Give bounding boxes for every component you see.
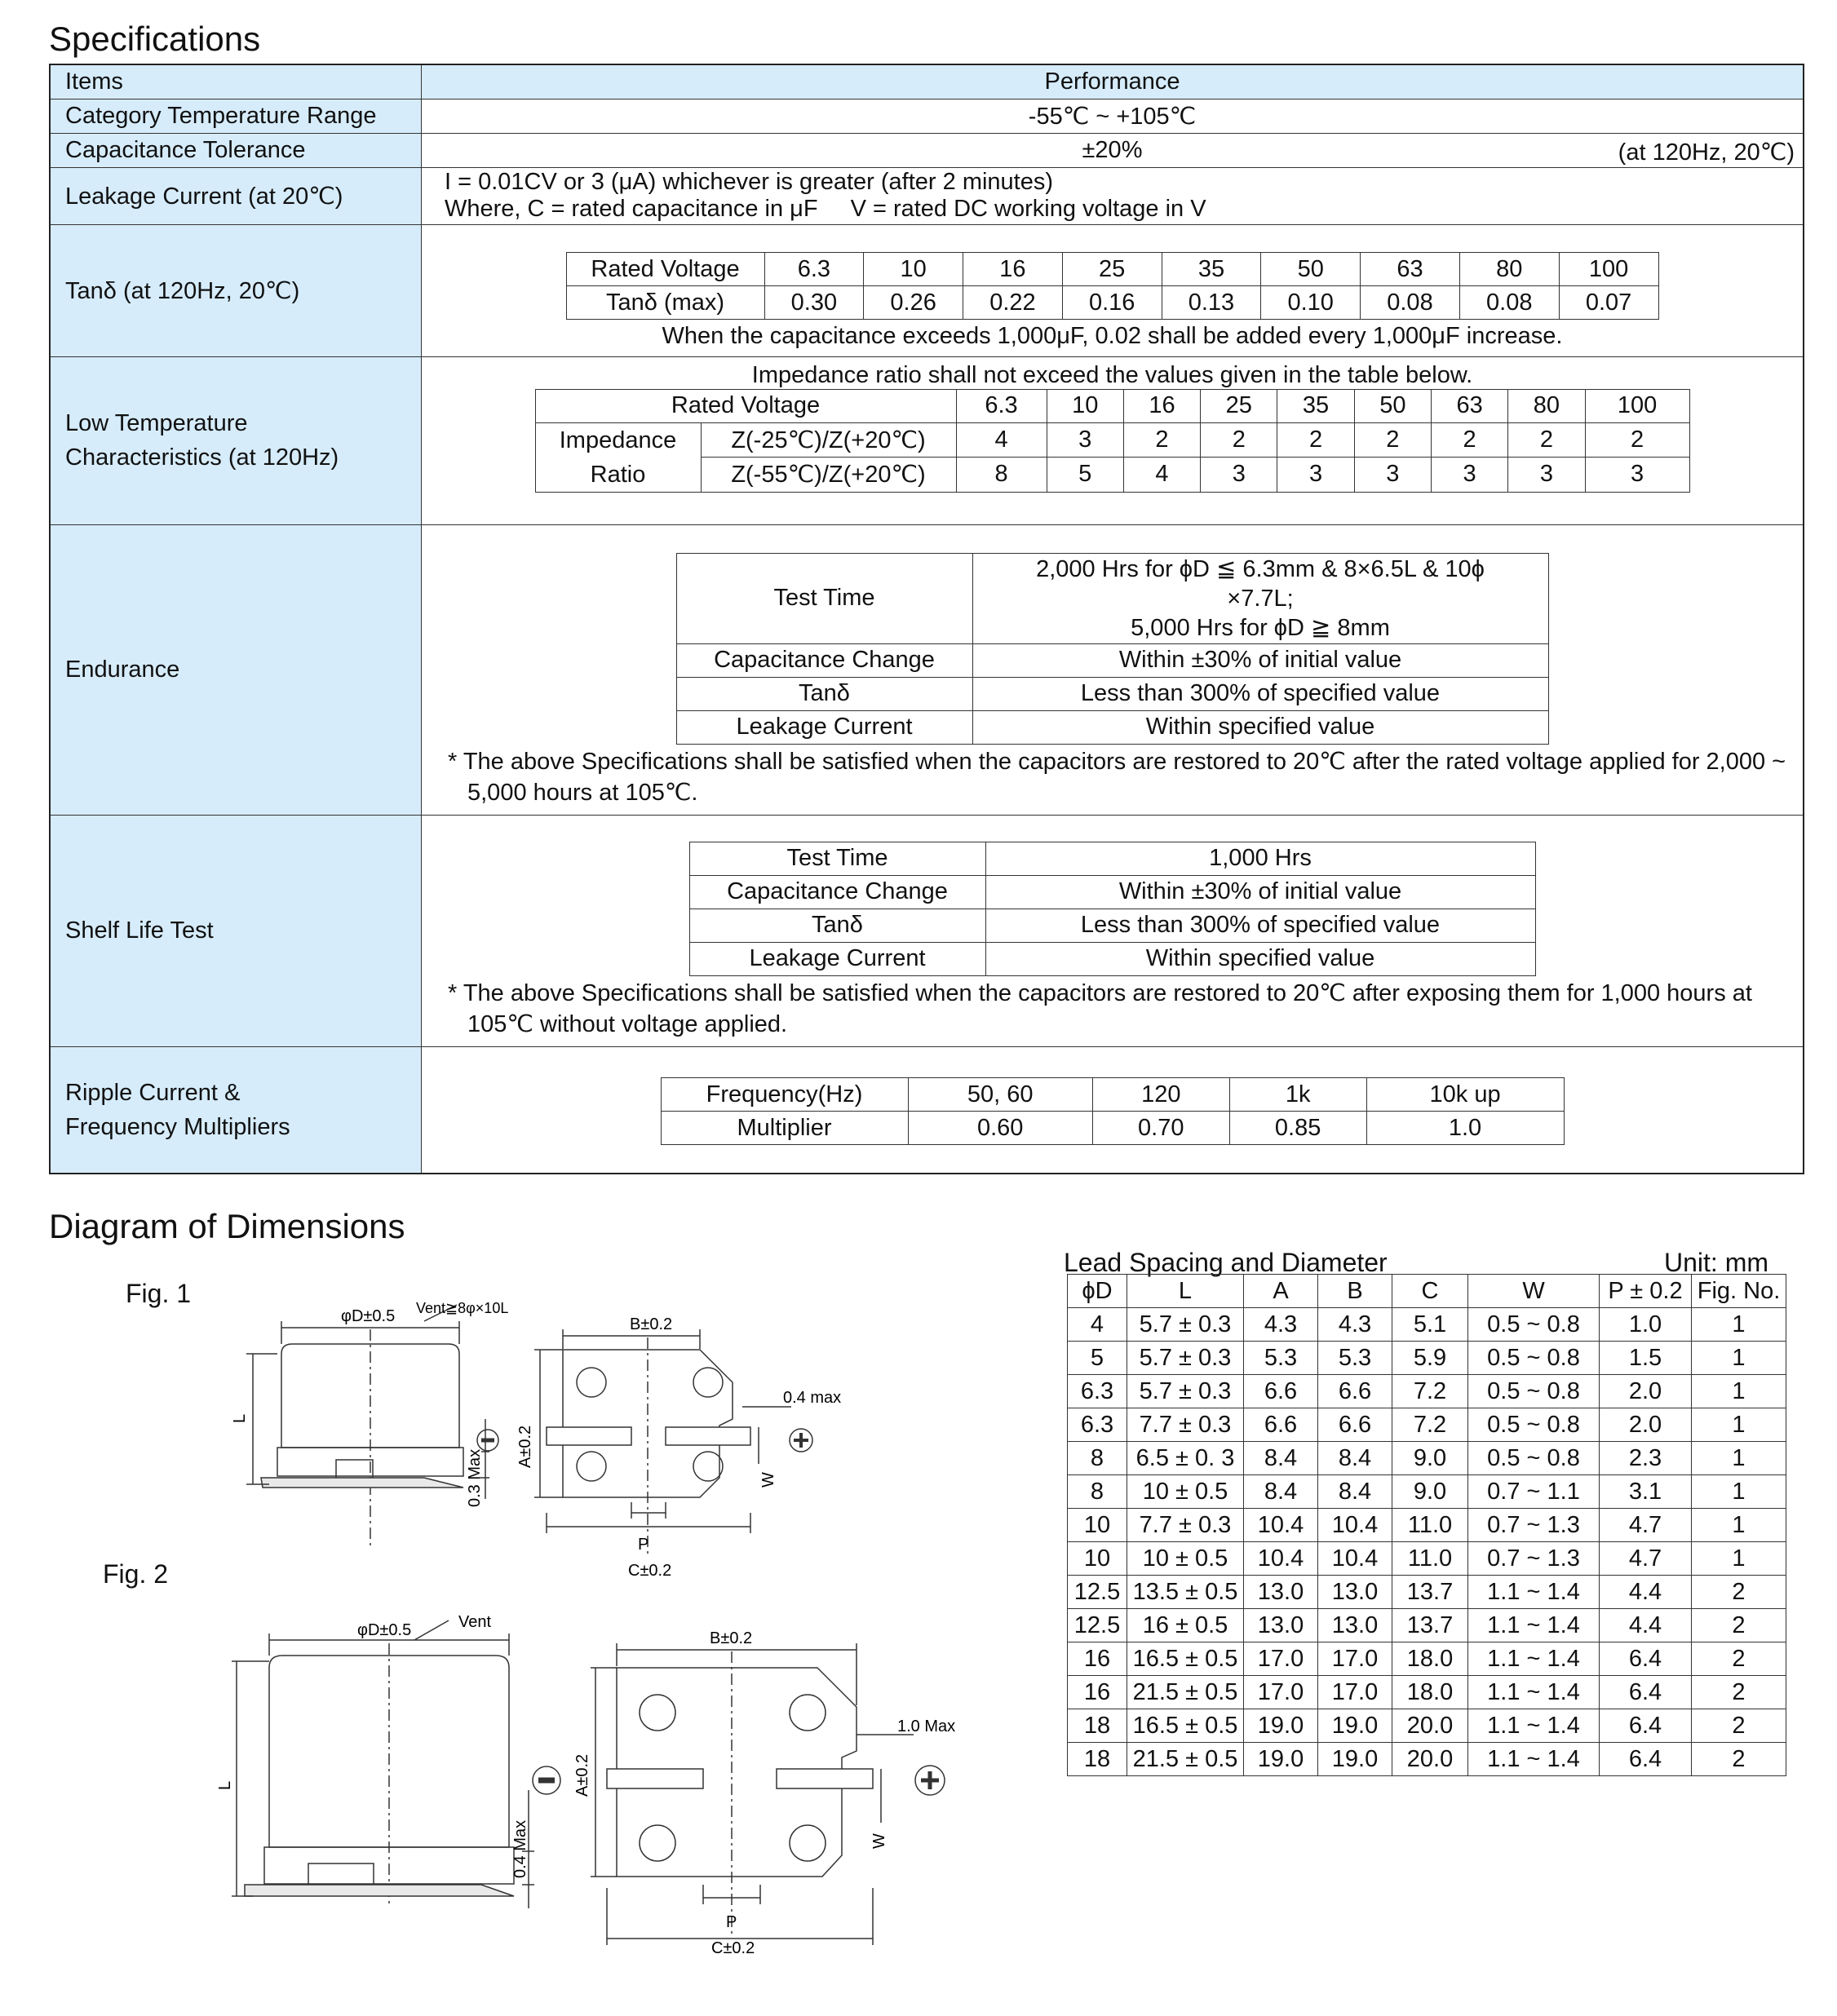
tand-voltage: 35 bbox=[1162, 253, 1261, 286]
shelf-tand-value: Less than 300% of specified value bbox=[985, 909, 1535, 942]
leakage-line1: I = 0.01CV or 3 (μA) whichever is greater (after 2 minutes) bbox=[445, 169, 1054, 195]
table-cell: 2 bbox=[1692, 1676, 1786, 1709]
table-cell: 8.4 bbox=[1244, 1475, 1318, 1509]
table-cell: 6.3 bbox=[1068, 1375, 1127, 1408]
table-cell: 13.5 ± 0.5 bbox=[1127, 1576, 1244, 1609]
shelf-table bbox=[689, 842, 1536, 976]
col-header: C bbox=[1392, 1275, 1468, 1308]
items-header: Items bbox=[50, 64, 422, 99]
lead-table-title: Lead Spacing and Diameter bbox=[1064, 1248, 1388, 1277]
table-cell: 6.4 bbox=[1600, 1709, 1692, 1743]
z2-label: Z(-55℃)/Z(+20℃) bbox=[701, 458, 956, 493]
tand-value: 0.08 bbox=[1361, 286, 1460, 320]
lowtemp-voltage: 50 bbox=[1354, 389, 1431, 422]
z2-value: 3 bbox=[1354, 458, 1431, 493]
category-temp-value: -55℃ ~ +105℃ bbox=[422, 99, 1804, 133]
fig2-vent-label: Vent bbox=[458, 1613, 492, 1631]
shelf-leakage-label: Leakage Current bbox=[689, 942, 985, 975]
table-cell: 19.0 bbox=[1318, 1709, 1392, 1743]
col-header: B bbox=[1318, 1275, 1392, 1308]
ripple-cell bbox=[422, 1046, 1804, 1174]
table-cell: 1 bbox=[1692, 1475, 1786, 1509]
fig1-h-label: 0.3 Max bbox=[466, 1448, 484, 1507]
lowtemp-voltage: 100 bbox=[1585, 389, 1689, 422]
table-cell: 1 bbox=[1692, 1308, 1786, 1342]
table-cell: 5 bbox=[1068, 1342, 1127, 1375]
table-cell: 10.4 bbox=[1244, 1509, 1318, 1542]
lowtemp-label bbox=[50, 356, 422, 524]
z1-value: 2 bbox=[1277, 422, 1354, 458]
endurance-tand-label: Tanδ bbox=[676, 677, 972, 710]
endurance-test-time-value bbox=[972, 553, 1548, 643]
table-row bbox=[1068, 1509, 1786, 1542]
endurance-test-time-label: Test Time bbox=[676, 553, 972, 643]
table-row bbox=[1068, 1442, 1786, 1475]
table-cell: 8.4 bbox=[1318, 1442, 1392, 1475]
table-cell: 19.0 bbox=[1244, 1709, 1318, 1743]
tand-table bbox=[566, 252, 1659, 320]
tand-rated-voltage-label: Rated Voltage bbox=[566, 253, 764, 286]
endurance-cap-change-label: Capacitance Change bbox=[676, 643, 972, 677]
z1-value: 2 bbox=[1585, 422, 1689, 458]
fig1-b-label: B±0.2 bbox=[630, 1315, 673, 1333]
table-cell: 6.3 bbox=[1068, 1408, 1127, 1442]
lowtemp-voltage: 16 bbox=[1123, 389, 1200, 422]
endurance-test-time-line3: 5,000 Hrs for ϕD ≧ 8mm bbox=[1131, 614, 1390, 641]
lowtemp-rated-voltage-label: Rated Voltage bbox=[535, 389, 956, 422]
table-cell: 0.7 ~ 1.3 bbox=[1468, 1509, 1600, 1542]
col-header: Fig. No. bbox=[1692, 1275, 1786, 1308]
table-cell: 2.0 bbox=[1600, 1375, 1692, 1408]
table-cell: 13.0 bbox=[1318, 1576, 1392, 1609]
table-cell: 8 bbox=[1068, 1475, 1127, 1509]
table-cell: 21.5 ± 0.5 bbox=[1127, 1676, 1244, 1709]
table-cell: 16.5 ± 0.5 bbox=[1127, 1642, 1244, 1676]
lowtemp-voltage: 63 bbox=[1431, 389, 1507, 422]
lowtemp-voltage: 10 bbox=[1047, 389, 1123, 422]
table-cell: 17.0 bbox=[1318, 1642, 1392, 1676]
table-cell: 6.5 ± 0. 3 bbox=[1127, 1442, 1244, 1475]
fig1-w-label: W bbox=[759, 1472, 777, 1488]
table-row bbox=[1068, 1576, 1786, 1609]
table-cell: 13.0 bbox=[1244, 1609, 1318, 1642]
table-cell: 5.7 ± 0.3 bbox=[1127, 1375, 1244, 1408]
tand-value: 0.22 bbox=[963, 286, 1063, 320]
shelf-leakage-value: Within specified value bbox=[985, 942, 1535, 975]
tand-value: 0.08 bbox=[1459, 286, 1559, 320]
table-cell: 6.6 bbox=[1318, 1375, 1392, 1408]
endurance-note: * The above Specifications shall be satisfied when the capacitors are restored to 20℃ after the rated voltage applied for 2,000 ~ 5,000 hours at 105℃. bbox=[448, 748, 1786, 806]
col-header: A bbox=[1244, 1275, 1318, 1308]
table-cell: 9.0 bbox=[1392, 1475, 1468, 1509]
fig2-max-label: 1.0 Max bbox=[897, 1718, 956, 1735]
lowtemp-voltage: 80 bbox=[1508, 389, 1585, 422]
table-cell: 0.5 ~ 0.8 bbox=[1468, 1375, 1600, 1408]
z2-value: 8 bbox=[956, 458, 1047, 493]
table-cell: 13.7 bbox=[1392, 1609, 1468, 1642]
lowtemp-voltage: 35 bbox=[1277, 389, 1354, 422]
tand-voltage: 16 bbox=[963, 253, 1063, 286]
fig2-a-label: A±0.2 bbox=[573, 1753, 591, 1797]
table-cell: 2 bbox=[1692, 1743, 1786, 1776]
fig2-label: Fig. 2 bbox=[103, 1559, 169, 1589]
lowtemp-intro: Impedance ratio shall not exceed the values given in the table below. bbox=[751, 361, 1473, 388]
table-row bbox=[1068, 1342, 1786, 1375]
table-cell: 16.5 ± 0.5 bbox=[1127, 1709, 1244, 1743]
table-cell: 12.5 bbox=[1068, 1609, 1127, 1642]
table-cell: 19.0 bbox=[1244, 1743, 1318, 1776]
z1-value: 2 bbox=[1123, 422, 1200, 458]
z2-value: 3 bbox=[1508, 458, 1585, 493]
table-cell: 5.7 ± 0.3 bbox=[1127, 1308, 1244, 1342]
table-cell: 1.1 ~ 1.4 bbox=[1468, 1576, 1600, 1609]
tand-voltage: 100 bbox=[1559, 253, 1658, 286]
fig1-d-label: φD±0.5 bbox=[341, 1307, 396, 1325]
table-cell: 4.7 bbox=[1600, 1509, 1692, 1542]
table-cell: 10.4 bbox=[1244, 1542, 1318, 1576]
table-cell: 8.4 bbox=[1318, 1475, 1392, 1509]
z1-value: 4 bbox=[956, 422, 1047, 458]
table-cell: 10.4 bbox=[1318, 1542, 1392, 1576]
table-cell: 19.0 bbox=[1318, 1743, 1392, 1776]
table-cell: 2 bbox=[1692, 1609, 1786, 1642]
table-cell: 5.3 bbox=[1318, 1342, 1392, 1375]
table-cell: 10.4 bbox=[1318, 1509, 1392, 1542]
z1-value: 2 bbox=[1354, 422, 1431, 458]
table-cell: 7.2 bbox=[1392, 1408, 1468, 1442]
table-cell: 10 ± 0.5 bbox=[1127, 1542, 1244, 1576]
endurance-leakage-label: Leakage Current bbox=[676, 710, 972, 744]
endurance-label: Endurance bbox=[50, 524, 422, 815]
fig2-h-label: 0.4 Max bbox=[511, 1819, 529, 1878]
table-cell: 2.0 bbox=[1600, 1408, 1692, 1442]
table-cell: 10 bbox=[1068, 1542, 1127, 1576]
table-cell: 18 bbox=[1068, 1709, 1127, 1743]
endurance-leakage-value: Within specified value bbox=[972, 710, 1548, 744]
table-cell: 16 bbox=[1068, 1676, 1127, 1709]
table-cell: 3.1 bbox=[1600, 1475, 1692, 1509]
cap-tol-cell bbox=[422, 133, 1804, 167]
performance-header: Performance bbox=[422, 64, 1804, 99]
lowtemp-cell bbox=[422, 356, 1804, 524]
table-cell: 1 bbox=[1692, 1442, 1786, 1475]
lead-spacing-table bbox=[1067, 1274, 1786, 1776]
z2-value: 3 bbox=[1431, 458, 1507, 493]
table-cell: 6.4 bbox=[1600, 1676, 1692, 1709]
shelf-label: Shelf Life Test bbox=[50, 815, 422, 1046]
table-cell: 0.7 ~ 1.1 bbox=[1468, 1475, 1600, 1509]
table-cell: 6.6 bbox=[1244, 1375, 1318, 1408]
tand-cell bbox=[422, 224, 1804, 356]
shelf-note: * The above Specifications shall be satisfied when the capacitors are restored to 20℃ after exposing them for 1,000 hours at 105℃ without voltage applied. bbox=[448, 979, 1752, 1037]
frequency-value: 10k up bbox=[1366, 1078, 1564, 1112]
z2-value: 3 bbox=[1277, 458, 1354, 493]
fig1-max-label: 0.4 max bbox=[783, 1389, 842, 1407]
impedance-label: Impedance bbox=[559, 427, 677, 453]
fig1-l-label: L bbox=[231, 1413, 249, 1423]
table-cell: 1 bbox=[1692, 1342, 1786, 1375]
table-cell: 4 bbox=[1068, 1308, 1127, 1342]
fig2-p-label: P bbox=[726, 1913, 737, 1931]
table-cell: 0.5 ~ 0.8 bbox=[1468, 1442, 1600, 1475]
table-row bbox=[1068, 1609, 1786, 1642]
table-cell: 18.0 bbox=[1392, 1676, 1468, 1709]
fig2-b-label: B±0.2 bbox=[710, 1629, 753, 1647]
table-cell: 5.3 bbox=[1244, 1342, 1318, 1375]
ripple-table bbox=[661, 1077, 1565, 1145]
table-row bbox=[1068, 1375, 1786, 1408]
table-cell: 11.0 bbox=[1392, 1509, 1468, 1542]
col-header: P ± 0.2 bbox=[1600, 1275, 1692, 1308]
table-cell: 18.0 bbox=[1392, 1642, 1468, 1676]
z1-value: 2 bbox=[1201, 422, 1277, 458]
multiplier-value: 0.85 bbox=[1229, 1112, 1366, 1145]
table-cell: 2 bbox=[1692, 1709, 1786, 1743]
tand-value: 0.26 bbox=[864, 286, 963, 320]
leakage-line2 bbox=[445, 196, 1803, 223]
ripple-label bbox=[50, 1046, 422, 1174]
table-row bbox=[1068, 1642, 1786, 1676]
table-cell: 7.7 ± 0.3 bbox=[1127, 1408, 1244, 1442]
z2-value: 4 bbox=[1123, 458, 1200, 493]
leakage-line2b: V = rated DC working voltage in V bbox=[850, 196, 1206, 222]
lead-table-body bbox=[1068, 1308, 1786, 1776]
ripple-label-line2: Frequency Multipliers bbox=[65, 1113, 290, 1140]
table-cell: 17.0 bbox=[1318, 1676, 1392, 1709]
table-cell: 8.4 bbox=[1244, 1442, 1318, 1475]
table-cell: 2 bbox=[1692, 1576, 1786, 1609]
tand-value: 0.07 bbox=[1559, 286, 1658, 320]
table-cell: 0.5 ~ 0.8 bbox=[1468, 1308, 1600, 1342]
table-cell: 8 bbox=[1068, 1442, 1127, 1475]
z1-value: 3 bbox=[1047, 422, 1123, 458]
table-cell: 10 ± 0.5 bbox=[1127, 1475, 1244, 1509]
z1-value: 2 bbox=[1431, 422, 1507, 458]
shelf-cap-change-label: Capacitance Change bbox=[689, 875, 985, 909]
table-cell: 2.3 bbox=[1600, 1442, 1692, 1475]
table-cell: 1.0 bbox=[1600, 1308, 1692, 1342]
table-row bbox=[1068, 1676, 1786, 1709]
endurance-table bbox=[676, 553, 1549, 745]
table-cell: 1 bbox=[1692, 1542, 1786, 1576]
table-cell: 6.4 bbox=[1600, 1743, 1692, 1776]
table-cell: 13.7 bbox=[1392, 1576, 1468, 1609]
ripple-label-line1: Ripple Current & bbox=[65, 1079, 241, 1106]
table-cell: 6.6 bbox=[1244, 1408, 1318, 1442]
table-cell: 13.0 bbox=[1244, 1576, 1318, 1609]
table-cell: 5.7 ± 0.3 bbox=[1127, 1342, 1244, 1375]
z2-value: 5 bbox=[1047, 458, 1123, 493]
shelf-test-time-value: 1,000 Hrs bbox=[985, 842, 1535, 875]
frequency-label: Frequency(Hz) bbox=[661, 1078, 908, 1112]
table-cell: 1 bbox=[1692, 1375, 1786, 1408]
cap-tol-label: Capacitance Tolerance bbox=[50, 133, 422, 167]
table-cell: 16 ± 0.5 bbox=[1127, 1609, 1244, 1642]
table-cell: 21.5 ± 0.5 bbox=[1127, 1743, 1244, 1776]
table-cell: 12.5 bbox=[1068, 1576, 1127, 1609]
table-cell: 4.3 bbox=[1318, 1308, 1392, 1342]
endurance-tand-value: Less than 300% of specified value bbox=[972, 677, 1548, 710]
fig1-c-label: C±0.2 bbox=[628, 1562, 672, 1580]
table-cell: 1.5 bbox=[1600, 1342, 1692, 1375]
tand-voltage: 10 bbox=[864, 253, 963, 286]
table-cell: 4.4 bbox=[1600, 1609, 1692, 1642]
lowtemp-label-line1: Low Temperature bbox=[65, 410, 248, 436]
shelf-test-time-label: Test Time bbox=[689, 842, 985, 875]
endurance-test-time-line2: ×7.7L; bbox=[1227, 585, 1294, 612]
shelf-tand-label: Tanδ bbox=[689, 909, 985, 942]
tand-value: 0.16 bbox=[1062, 286, 1162, 320]
lowtemp-voltage: 6.3 bbox=[956, 389, 1047, 422]
table-row bbox=[1068, 1743, 1786, 1776]
fig1-p-label: P bbox=[638, 1536, 649, 1554]
table-cell: 18 bbox=[1068, 1743, 1127, 1776]
z1-label: Z(-25℃)/Z(+20℃) bbox=[701, 422, 956, 458]
shelf-cell bbox=[422, 815, 1804, 1046]
lead-table-unit: Unit: mm bbox=[1664, 1248, 1768, 1277]
fig2-l-label: L bbox=[216, 1780, 234, 1790]
table-cell: 4.7 bbox=[1600, 1542, 1692, 1576]
table-cell: 4.4 bbox=[1600, 1576, 1692, 1609]
shelf-cap-change-value: Within ±30% of initial value bbox=[985, 875, 1535, 909]
dimensions-title: Diagram of Dimensions bbox=[49, 1207, 405, 1245]
multiplier-value: 1.0 bbox=[1366, 1112, 1564, 1145]
z2-value: 3 bbox=[1201, 458, 1277, 493]
fig2-w-label: W bbox=[870, 1833, 888, 1849]
table-cell: 13.0 bbox=[1318, 1609, 1392, 1642]
col-header: ϕD bbox=[1068, 1275, 1127, 1308]
frequency-value: 50, 60 bbox=[908, 1078, 1092, 1112]
table-row bbox=[1068, 1408, 1786, 1442]
multiplier-value: 0.70 bbox=[1092, 1112, 1229, 1145]
z2-value: 3 bbox=[1585, 458, 1689, 493]
cap-tol-condition: (at 120Hz, 20℃) bbox=[1618, 139, 1795, 166]
frequency-value: 120 bbox=[1092, 1078, 1229, 1112]
cap-tol-value: ±20% bbox=[1082, 136, 1143, 163]
impedance-ratio-label bbox=[535, 422, 701, 492]
lowtemp-label-line2: Characteristics (at 120Hz) bbox=[65, 444, 339, 471]
tand-max-label: Tanδ (max) bbox=[566, 286, 764, 320]
category-temp-label: Category Temperature Range bbox=[50, 99, 422, 133]
endurance-cap-change-value: Within ±30% of initial value bbox=[972, 643, 1548, 677]
fig1-a-label: A±0.2 bbox=[516, 1425, 534, 1468]
table-cell: 0.5 ~ 0.8 bbox=[1468, 1342, 1600, 1375]
multiplier-label: Multiplier bbox=[661, 1112, 908, 1145]
table-row bbox=[1068, 1709, 1786, 1743]
lowtemp-table bbox=[535, 389, 1690, 493]
table-cell: 5.9 bbox=[1392, 1342, 1468, 1375]
leakage-line2a: Where, C = rated capacitance in μF bbox=[445, 196, 818, 222]
fig2-drawing bbox=[212, 1611, 995, 1961]
table-cell: 0.5 ~ 0.8 bbox=[1468, 1408, 1600, 1442]
multiplier-value: 0.60 bbox=[908, 1112, 1092, 1145]
leakage-label: Leakage Current (at 20℃) bbox=[50, 167, 422, 224]
table-cell: 1.1 ~ 1.4 bbox=[1468, 1642, 1600, 1676]
leakage-cell bbox=[422, 167, 1804, 224]
table-cell: 9.0 bbox=[1392, 1442, 1468, 1475]
table-cell: 17.0 bbox=[1244, 1642, 1318, 1676]
tand-label: Tanδ (at 120Hz, 20℃) bbox=[50, 224, 422, 356]
table-cell: 20.0 bbox=[1392, 1709, 1468, 1743]
table-cell: 1.1 ~ 1.4 bbox=[1468, 1609, 1600, 1642]
table-cell: 1.1 ~ 1.4 bbox=[1468, 1709, 1600, 1743]
tand-voltage: 80 bbox=[1459, 253, 1559, 286]
endurance-test-time-line1: 2,000 Hrs for ϕD ≦ 6.3mm & 8×6.5L & 10ϕ bbox=[1036, 555, 1485, 582]
table-cell: 17.0 bbox=[1244, 1676, 1318, 1709]
table-cell: 7.7 ± 0.3 bbox=[1127, 1509, 1244, 1542]
fig1-vent-label: Vent≧8φ×10L bbox=[416, 1300, 509, 1316]
table-cell: 4.3 bbox=[1244, 1308, 1318, 1342]
fig1-label: Fig. 1 bbox=[126, 1279, 192, 1308]
ratio-label: Ratio bbox=[590, 461, 646, 488]
lowtemp-voltage: 25 bbox=[1201, 389, 1277, 422]
fig2-d-label: φD±0.5 bbox=[357, 1621, 412, 1639]
fig1-drawing bbox=[220, 1289, 873, 1598]
table-cell: 7.2 bbox=[1392, 1375, 1468, 1408]
specifications-title: Specifications bbox=[49, 20, 261, 58]
z1-value: 2 bbox=[1508, 422, 1585, 458]
tand-voltage: 63 bbox=[1361, 253, 1460, 286]
tand-voltage: 50 bbox=[1261, 253, 1361, 286]
table-cell: 5.1 bbox=[1392, 1308, 1468, 1342]
tand-note: When the capacitance exceeds 1,000μF, 0.02 shall be added every 1,000μF increase. bbox=[662, 323, 1563, 349]
frequency-value: 1k bbox=[1229, 1078, 1366, 1112]
table-cell: 1 bbox=[1692, 1408, 1786, 1442]
table-cell: 6.6 bbox=[1318, 1408, 1392, 1442]
tand-value: 0.10 bbox=[1261, 286, 1361, 320]
fig2-c-label: C±0.2 bbox=[711, 1939, 755, 1957]
table-cell: 6.4 bbox=[1600, 1642, 1692, 1676]
table-cell: 11.0 bbox=[1392, 1542, 1468, 1576]
table-cell: 16 bbox=[1068, 1642, 1127, 1676]
tand-voltage: 6.3 bbox=[764, 253, 864, 286]
table-cell: 1.1 ~ 1.4 bbox=[1468, 1676, 1600, 1709]
table-cell: 1 bbox=[1692, 1509, 1786, 1542]
specifications-table bbox=[49, 64, 1804, 1174]
table-cell: 20.0 bbox=[1392, 1743, 1468, 1776]
tand-value: 0.30 bbox=[764, 286, 864, 320]
table-row bbox=[1068, 1475, 1786, 1509]
table-cell: 2 bbox=[1692, 1642, 1786, 1676]
table-cell: 1.1 ~ 1.4 bbox=[1468, 1743, 1600, 1776]
table-row bbox=[1068, 1308, 1786, 1342]
col-header: W bbox=[1468, 1275, 1600, 1308]
tand-voltage: 25 bbox=[1062, 253, 1162, 286]
col-header: L bbox=[1127, 1275, 1244, 1308]
table-row bbox=[1068, 1542, 1786, 1576]
endurance-cell bbox=[422, 524, 1804, 815]
table-cell: 10 bbox=[1068, 1509, 1127, 1542]
table-cell: 0.7 ~ 1.3 bbox=[1468, 1542, 1600, 1576]
tand-value: 0.13 bbox=[1162, 286, 1261, 320]
